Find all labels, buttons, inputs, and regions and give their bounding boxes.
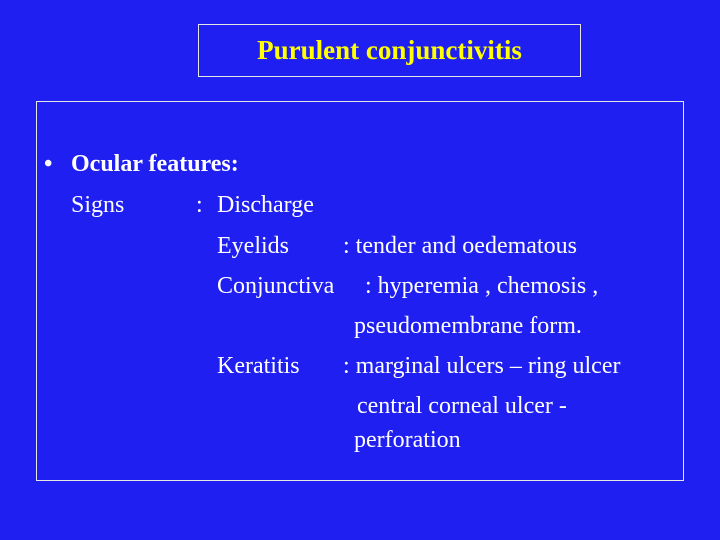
conjunctiva-label: Conjunctiva <box>217 273 335 299</box>
discharge-text: Discharge <box>217 192 314 218</box>
conjunctiva-value-cont: pseudomembrane form. <box>354 313 582 339</box>
eyelids-label: Eyelids <box>217 233 289 259</box>
signs-label: Signs <box>71 192 125 218</box>
eyelids-value: : tender and oedematous <box>343 233 577 259</box>
heading-ocular-features: Ocular features: <box>71 151 239 177</box>
conjunctiva-value: : hyperemia , chemosis , <box>365 273 599 299</box>
slide-title: Purulent conjunctivitis <box>257 35 522 65</box>
keratitis-value-cont1: central corneal ulcer - <box>357 393 567 419</box>
keratitis-value: : marginal ulcers – ring ulcer <box>343 353 621 379</box>
title-box <box>198 24 581 77</box>
keratitis-value-cont2: perforation <box>354 427 461 453</box>
bullet-icon: • <box>44 151 53 177</box>
keratitis-label: Keratitis <box>217 353 300 379</box>
signs-colon: : <box>196 192 203 218</box>
